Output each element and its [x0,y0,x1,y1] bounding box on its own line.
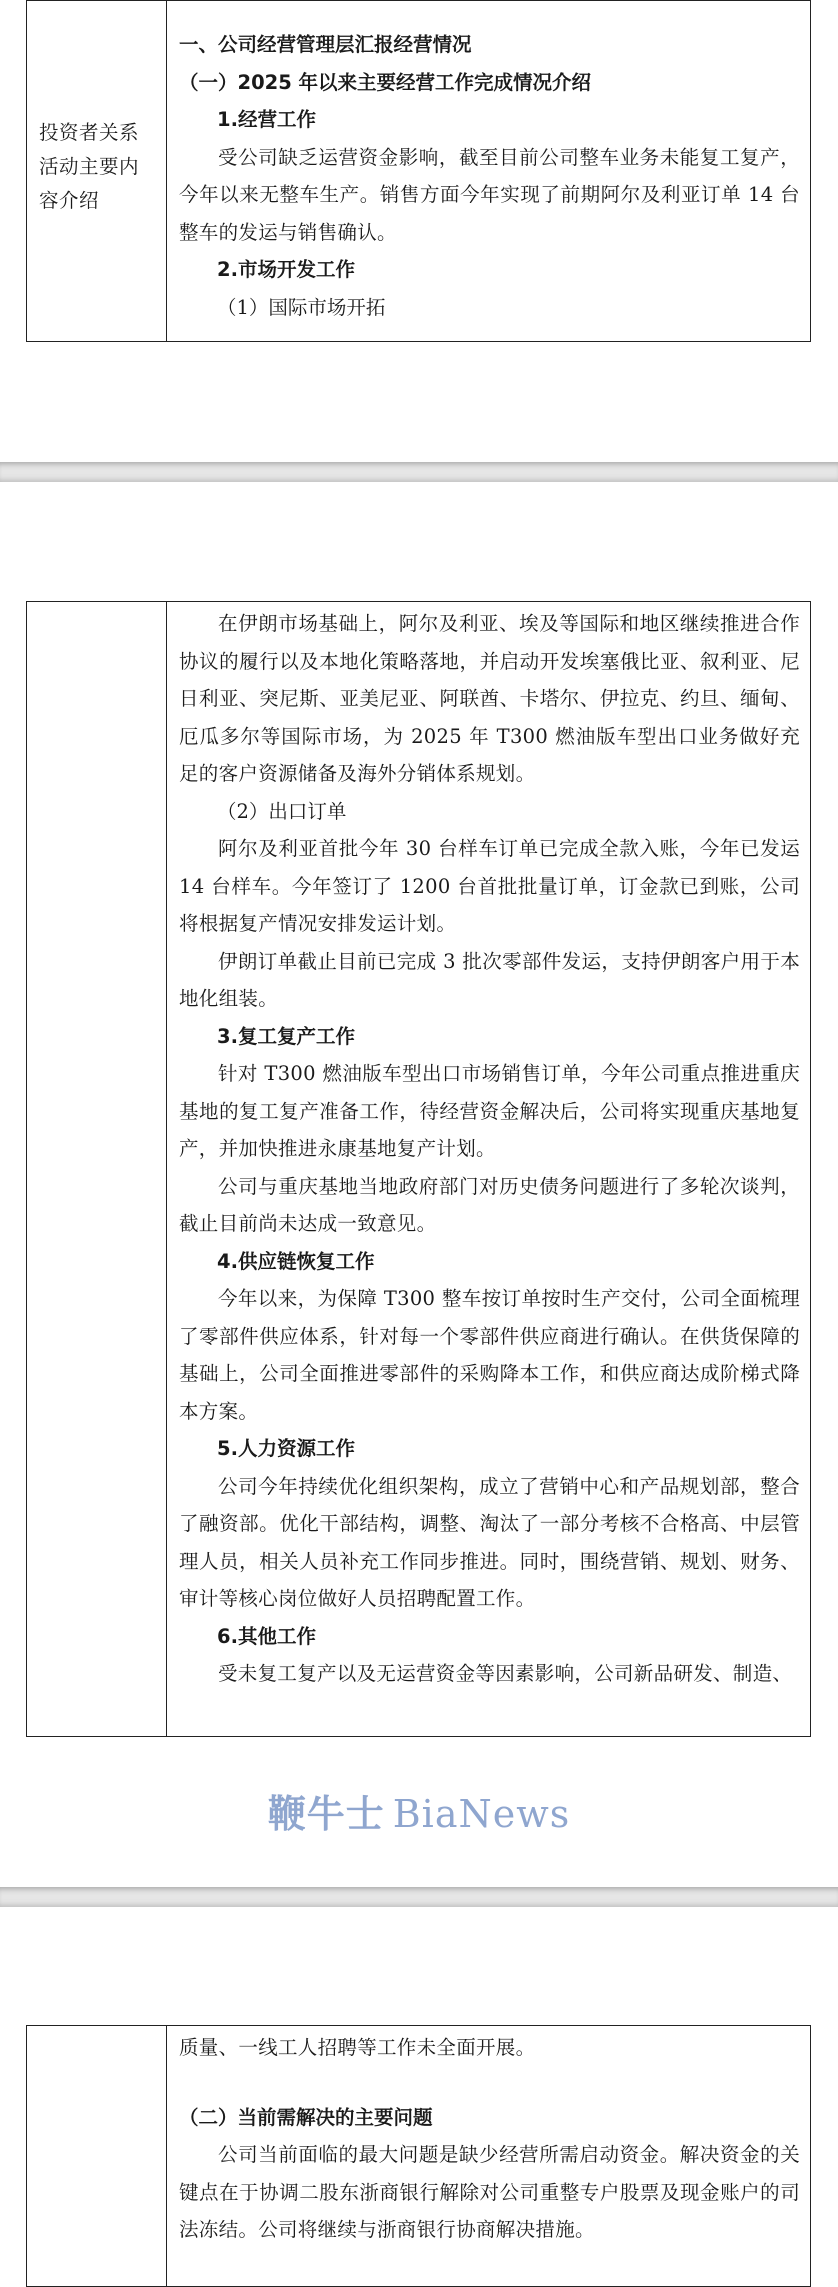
item-heading-resumption: 3.复工复产工作 [217,1024,355,1048]
document-page-2 [0,482,838,1887]
paragraph: 受公司缺乏运营资金影响，截至目前公司整车业务未能复工复产，今年以来无整车生产。销售方面今年实现了前期阿尔及利亚订单 14 台整车的发运与销售确认。 [179,145,800,244]
content-cell [167,602,811,1737]
paragraph: 在伊朗市场基础上，阿尔及利亚、埃及等国际和地区继续推进合作协议的履行以及本地化策略落地，并启动开发埃塞俄比亚、叙利亚、尼日利亚、突尼斯、亚美尼亚、阿联酋、卡塔尔、伊拉克、约旦、缅甸、厄瓜多尔等国际市场，为 2025 年 T300 燃油版车型出口业务做好充足的客户资源储备及海外分销体系规划。 [179,612,800,785]
section-heading: 一、公司经营管理层汇报经营情况 [179,33,472,56]
bianews-watermark-logo [0,1783,838,1838]
paragraph: 公司今年持续优化组织架构，成立了营销中心和产品规划部，整合了融资部。优化干部结构，调整、淘汰了一部分考核不合格高、中层管理人员，相关人员补充工作同步推进。同时，围绕营销、规划、财务、审计等核心岗位做好人员招聘配置工作。 [179,1474,800,1610]
paragraph: 质量、一线工人招聘等工作未全面开展。 [179,2036,536,2059]
content-cell [167,2026,811,2287]
paragraph: 阿尔及利亚首批今年 30 台样车订单已完成全款入账，今年已发运 14 台样车。今年签订了 1200 台首批批量订单，订金款已到账，公司将根据复产情况安排发运计划。 [179,837,800,935]
content-cell [167,1,811,342]
investor-relations-table-2 [26,601,811,1737]
paragraph: 伊朗订单截止目前已完成 3 批次零部件发运，支持伊朗客户用于本地化组装。 [179,949,800,1010]
label-cell [27,602,167,1737]
item-heading-other: 6.其他工作 [217,1624,316,1648]
document-page-1 [0,0,838,462]
paragraph: 公司当前面临的最大问题是缺少经营所需启动资金。解决资金的关键点在于协调二股东浙商银行解除对公司重整专户股票及现金账户的司法冻结。公司将继续与浙商银行协商解决措施。 [179,2143,800,2241]
sub-item-heading: （1）国际市场开拓 [217,295,386,319]
item-heading-market: 2.市场开发工作 [217,258,355,281]
paragraph: 公司与重庆基地当地政府部门对历史债务问题进行了多轮次谈判，截止目前尚未达成一致意见。 [179,1174,800,1235]
row-label: 投资者关系活动主要内容介绍 [39,121,140,212]
logo-chinese: 鞭牛士 [267,1791,385,1836]
subsection-heading: （一）2025 年以来主要经营工作完成情况介绍 [179,70,592,94]
sub-item-heading: （2）出口订单 [217,799,347,823]
label-cell [27,1,167,342]
item-heading-operations: 1.经营工作 [217,108,316,131]
page-gap [0,1887,838,1907]
paragraph: 针对 T300 燃油版车型出口市场销售订单，今年公司重点推进重庆基地的复工复产准备工作，待经营资金解决后，公司将实现重庆基地复产，并加快推进永康基地复产计划。 [179,1062,800,1160]
document-page-3 [0,1907,838,2264]
page-gap [0,462,838,482]
subsection-heading: （二）当前需解决的主要问题 [179,2105,433,2129]
item-heading-hr: 5.人力资源工作 [217,1437,355,1460]
paragraph: 今年以来，为保障 T300 整车按订单按时生产交付，公司全面梳理了零部件供应体系，针对每一个零部件供应商进行确认。在供货保障的基础上，公司全面推进零部件的采购降本工作，和供应商达成阶梯式降本方案。 [179,1287,800,1423]
item-heading-supply-chain: 4.供应链恢复工作 [217,1249,375,1273]
paragraph: 受未复工复产以及无运营资金等因素影响，公司新品研发、制造、 [218,1662,793,1685]
label-cell [27,2026,167,2287]
investor-relations-table-1 [26,0,811,342]
investor-relations-table-3 [26,2025,811,2287]
logo-english: BiaNews [392,1792,571,1836]
